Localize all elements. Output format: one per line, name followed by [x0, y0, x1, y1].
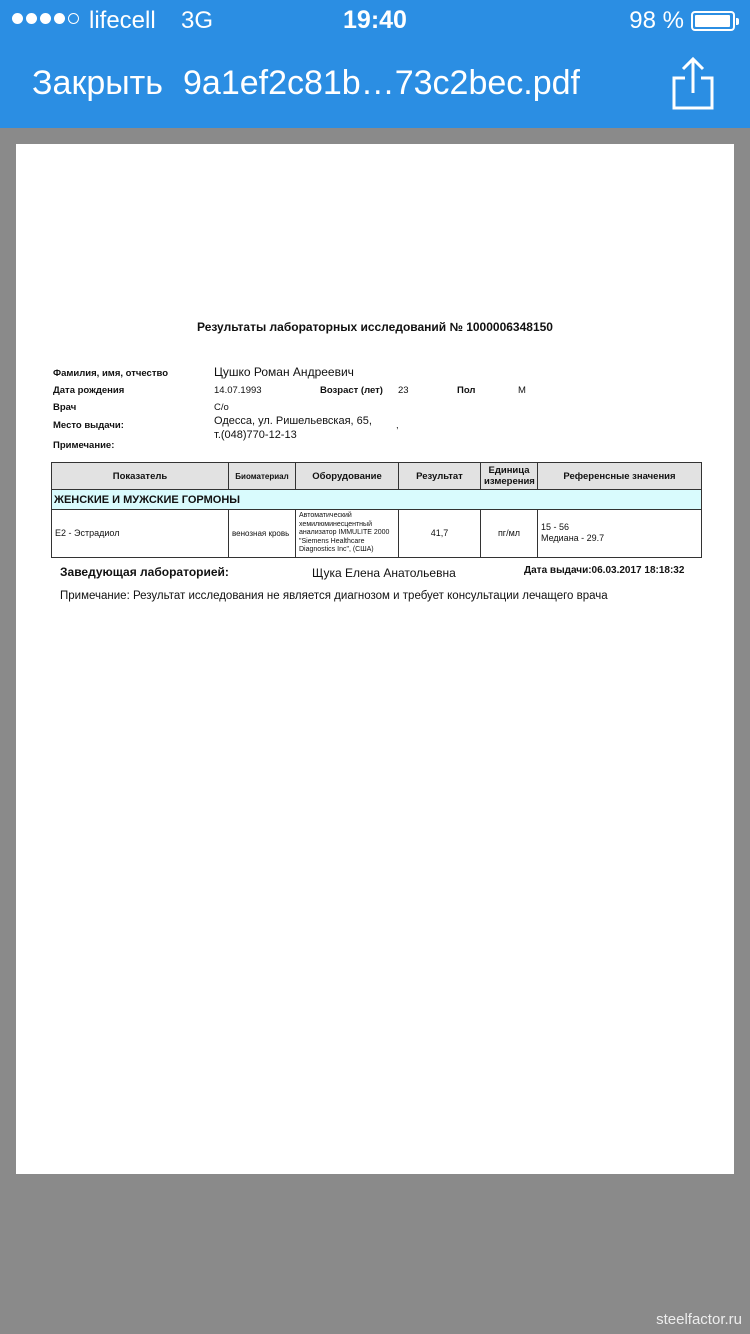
place-comma: , [396, 420, 399, 431]
doctor-label: Врач [53, 402, 77, 413]
clock: 19:40 [343, 6, 407, 34]
sex-value: М [518, 385, 526, 396]
age-label: Возраст (лет) [320, 385, 383, 396]
dob-value: 14.07.1993 [214, 385, 262, 396]
patient-name-label: Фамилия, имя, отчество [53, 368, 168, 379]
patient-name: Цушко Роман Андреевич [214, 365, 354, 379]
close-button[interactable]: Закрыть [32, 64, 163, 102]
doctor-value: С/о [214, 402, 229, 413]
lab-head-label: Заведующая лабораторией: [60, 565, 229, 579]
col-unit: Единица измерения [481, 463, 538, 490]
disclaimer-note: Примечание: Результат исследования не является диагнозом и требует консультации лечащего врача [60, 590, 608, 602]
battery-icon [691, 11, 735, 31]
table-header-row [52, 463, 702, 490]
note-label: Примечание: [53, 440, 115, 451]
place-label: Место выдачи: [53, 420, 124, 431]
share-icon[interactable] [668, 56, 718, 112]
dob-label: Дата рождения [53, 385, 125, 396]
issue-date: Дата выдачи:06.03.2017 18:18:32 [524, 565, 685, 576]
cell-result: 41,7 [399, 510, 481, 558]
col-indicator: Показатель [52, 463, 229, 490]
place-line-2: т.(048)770-12-13 [214, 429, 297, 441]
table-row [52, 510, 702, 558]
navigation-bar [0, 44, 750, 128]
document-title: 9a1ef2c81b…73c2bec.pdf [183, 64, 580, 102]
col-equipment: Оборудование [296, 463, 399, 490]
cell-biomaterial: венозная кровь [229, 510, 296, 558]
sex-label: Пол [457, 385, 476, 396]
reference-range: 15 - 56 [541, 521, 570, 532]
cell-equipment: Автоматический хемилюминесцентный анализатор IMMULITE 2000 "Siemens Healthcare Diagnostics Inc", (США) [296, 510, 399, 558]
pdf-page [16, 144, 734, 1174]
results-table [51, 462, 702, 558]
reference-median: Медиана - 29.7 [541, 533, 605, 544]
cell-indicator: E2 - Эстрадиол [52, 510, 229, 558]
cell-reference [538, 510, 702, 558]
carrier-name: lifecell [89, 7, 156, 34]
age-value: 23 [398, 385, 409, 396]
lab-head-name: Щука Елена Анатольевна [312, 566, 456, 580]
watermark: steelfactor.ru [656, 1311, 742, 1328]
col-reference: Референсные значения [538, 463, 702, 490]
top-bar [0, 0, 750, 128]
report-title: Результаты лабораторных исследований № 1000006348150 [197, 320, 553, 334]
battery-percent: 98 % [629, 7, 684, 34]
col-result: Результат [399, 463, 481, 490]
status-bar [0, 0, 750, 40]
cell-unit: пг/мл [481, 510, 538, 558]
section-row [52, 490, 702, 510]
network-type: 3G [181, 7, 214, 34]
col-biomaterial: Биоматериал [229, 463, 296, 490]
place-line-1: Одесса, ул. Ришельевская, 65, [214, 415, 372, 427]
section-title: ЖЕНСКИЕ И МУЖСКИЕ ГОРМОНЫ [52, 490, 702, 510]
